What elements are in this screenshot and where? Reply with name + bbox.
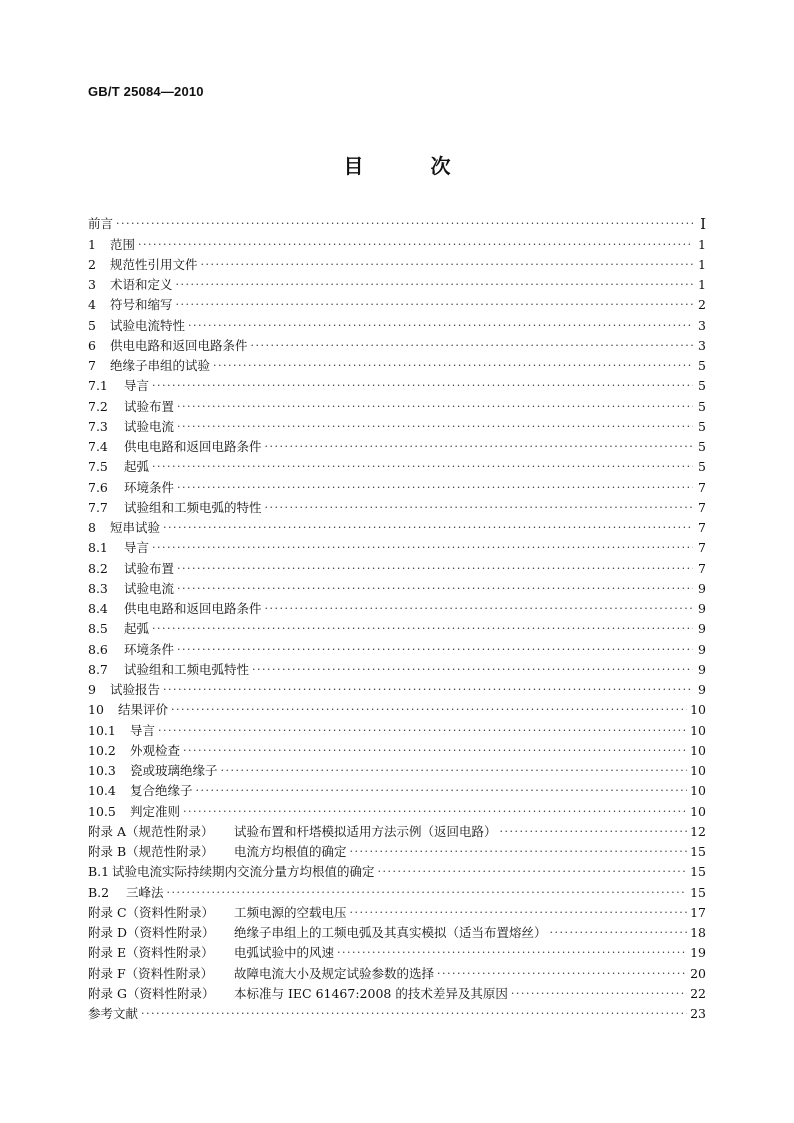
toc-entry-title: 本标准与 IEC 61467:2008 的技术差异及其原因: [234, 985, 508, 1001]
toc-entry-number: 8.1: [88, 540, 108, 556]
toc-entry-title: 起弧: [124, 621, 150, 637]
toc-entry-page: 5: [698, 418, 706, 434]
toc-entry-title: 试验布置和杆塔模拟适用方法示例（返回电路）: [234, 823, 497, 839]
toc-leader-dots: [201, 255, 693, 275]
toc-entry-page: 5: [698, 358, 706, 373]
toc-entry-page: 7: [698, 520, 706, 535]
toc-entry-number: 附录 D（资料性附录）: [88, 925, 215, 940]
toc-entry[interactable]: [88, 599, 706, 619]
toc-leader-dots: [176, 275, 693, 295]
toc-entry-page: 9: [698, 601, 706, 616]
toc-entry-number: 7.3: [88, 418, 108, 434]
toc-leader-dots: [177, 397, 693, 417]
toc-entry[interactable]: [88, 963, 706, 983]
toc-entry-page: 7: [698, 479, 706, 495]
toc-entry-number: 8.7: [88, 661, 108, 677]
toc-entry[interactable]: [88, 356, 706, 376]
toc-leader-dots: [350, 903, 688, 923]
toc-entry-page: 5: [698, 398, 706, 414]
toc-entry-number: 3: [88, 277, 96, 292]
toc-entry-page: 5: [698, 378, 706, 394]
toc-entry-page: 1: [698, 256, 706, 272]
toc-entry[interactable]: [88, 862, 706, 882]
toc-entry-page: 9: [698, 621, 706, 637]
toc-leader-dots: [176, 295, 693, 315]
toc-entry-number: 7.2: [88, 398, 108, 414]
toc-leader-dots: [265, 437, 693, 457]
toc-entry-page: I: [700, 215, 706, 234]
toc-entry-title: 判定准则: [130, 803, 181, 819]
toc-entry-title: 试验组和工频电弧特性: [124, 661, 250, 677]
toc-entry-title: 前言: [88, 216, 114, 232]
toc-entry-page: 23: [690, 1006, 706, 1021]
toc-entry[interactable]: [88, 720, 706, 740]
toc-leader-dots: [158, 721, 687, 741]
toc-leader-dots: [152, 457, 693, 477]
toc-entry-title: 试验电流特性: [110, 317, 186, 333]
toc-entry[interactable]: [88, 984, 706, 1004]
toc-entry-page: 10: [690, 722, 706, 738]
toc-entry-number: 8.2: [88, 560, 108, 576]
toc-entry-page: 9: [698, 661, 706, 677]
toc-leader-dots: [163, 680, 693, 700]
toc-leader-dots: [141, 1004, 687, 1024]
toc-entry-title: 三峰法: [126, 884, 164, 900]
toc-leader-dots: [116, 214, 693, 234]
toc-entry[interactable]: [88, 315, 706, 335]
toc-entry-title: 规范性引用文件: [110, 256, 198, 272]
toc-entry[interactable]: [88, 822, 706, 842]
toc-entry-title: 试验布置: [124, 398, 175, 414]
toc-entry-page: 7: [698, 560, 706, 576]
toc-entry[interactable]: [88, 376, 706, 396]
toc-entry-title: 导言: [130, 722, 156, 738]
toc-entry[interactable]: [88, 234, 706, 254]
toc-entry-page: 10: [690, 783, 706, 799]
toc-entry-title: 试验报告: [110, 682, 161, 697]
toc-entry[interactable]: [88, 761, 706, 781]
toc-entry-number: 10: [88, 702, 104, 718]
toc-entry-title: 结果评价: [118, 702, 169, 718]
toc-entry-title: 外观检查: [130, 742, 181, 758]
toc-entry[interactable]: [88, 498, 706, 518]
table-of-contents: [88, 214, 706, 1024]
toc-entry-page: 3: [698, 337, 706, 353]
toc-entry[interactable]: [88, 275, 706, 295]
toc-entry-page: 10: [690, 803, 706, 819]
toc-entry-number: 10.3: [88, 763, 116, 778]
toc-entry-title: 试验组和工频电弧的特性: [124, 499, 262, 515]
toc-entry[interactable]: [88, 579, 706, 599]
toc-leader-dots: [188, 316, 693, 336]
toc-entry-title: 供电电路和返回电路条件: [124, 439, 262, 454]
toc-entry-number: 5: [88, 317, 96, 333]
toc-entry[interactable]: [88, 680, 706, 700]
toc-entry-title: 复合绝缘子: [130, 783, 193, 799]
toc-entry-page: 10: [690, 763, 706, 778]
toc-leader-dots: [177, 579, 693, 599]
toc-entry-title: 绝缘子串组上的工频电弧及其真实模拟（适当布置熔丝）: [234, 925, 547, 940]
toc-entry[interactable]: [88, 477, 706, 497]
toc-entry-title: 短串试验: [110, 520, 161, 535]
toc-entry-page: 15: [690, 844, 706, 859]
toc-entry-title: 供电电路和返回电路条件: [110, 337, 248, 353]
toc-entry[interactable]: [88, 882, 706, 902]
toc-entry-number: 8.4: [88, 601, 108, 616]
page-title: 目 次: [343, 154, 481, 178]
toc-entry-number: 附录 F（资料性附录）: [88, 965, 214, 981]
toc-entry-page: 1: [698, 236, 706, 252]
toc-entry-page: 3: [698, 317, 706, 333]
toc-leader-dots: [167, 883, 688, 903]
toc-entry-number: B.2: [88, 884, 110, 900]
toc-entry-number: 1: [88, 236, 96, 252]
toc-entry[interactable]: [88, 214, 706, 234]
toc-entry-page: 7: [698, 499, 706, 515]
toc-entry-page: 18: [690, 925, 706, 940]
toc-entry[interactable]: [88, 923, 706, 943]
toc-leader-dots: [252, 660, 693, 680]
toc-leader-dots: [500, 822, 688, 842]
toc-leader-dots: [221, 761, 688, 781]
toc-entry-title: 参考文献: [88, 1006, 139, 1021]
toc-entry-number: 4: [88, 297, 96, 313]
toc-entry-number: 7.6: [88, 479, 108, 495]
toc-entry-title: 起弧: [124, 459, 150, 475]
standard-code: GB/T 25084—2010: [88, 84, 204, 99]
toc-entry-title: 试验布置: [124, 560, 175, 576]
toc-entry[interactable]: [88, 781, 706, 801]
toc-entry[interactable]: [88, 842, 706, 862]
toc-entry-title: 范围: [110, 236, 136, 252]
toc-entry[interactable]: [88, 336, 706, 356]
toc-entry-page: 5: [698, 439, 706, 454]
toc-leader-dots: [152, 538, 693, 558]
toc-entry[interactable]: [88, 558, 706, 578]
toc-entry-title: 电弧试验中的风速: [234, 945, 335, 961]
toc-entry-number: 10.5: [88, 803, 116, 819]
toc-leader-dots: [337, 943, 687, 963]
toc-entry-page: 7: [698, 540, 706, 556]
toc-leader-dots: [511, 984, 687, 1004]
toc-entry-title: 供电电路和返回电路条件: [124, 601, 262, 616]
toc-entry[interactable]: [88, 741, 706, 761]
toc-entry[interactable]: [88, 1004, 706, 1024]
toc-entry[interactable]: [88, 396, 706, 416]
toc-entry-number: 9: [88, 682, 96, 697]
toc-entry-title: 符号和缩写: [110, 297, 173, 313]
toc-entry-number: 7: [88, 358, 96, 373]
toc-entry-page: 19: [690, 945, 706, 961]
toc-entry[interactable]: [88, 619, 706, 639]
toc-leader-dots: [437, 964, 687, 984]
toc-leader-dots: [163, 518, 693, 538]
toc-entry[interactable]: [88, 801, 706, 821]
toc-entry[interactable]: [88, 538, 706, 558]
toc-entry-title: 工频电源的空载电压: [234, 904, 347, 920]
toc-entry[interactable]: [88, 943, 706, 963]
toc-entry-title: 导言: [124, 378, 150, 394]
toc-entry-number: 7.4: [88, 439, 108, 454]
toc-leader-dots: [177, 478, 693, 498]
toc-entry-page: 12: [690, 823, 706, 839]
toc-entry-title: 导言: [124, 540, 150, 556]
toc-leader-dots: [177, 417, 693, 437]
toc-entry-number: 2: [88, 256, 96, 272]
toc-leader-dots: [138, 235, 693, 255]
toc-entry-number: 8.6: [88, 641, 108, 657]
toc-leader-dots: [213, 356, 693, 376]
toc-entry-page: 2: [698, 297, 706, 313]
toc-leader-dots: [171, 700, 687, 720]
toc-leader-dots: [378, 862, 688, 882]
toc-entry[interactable]: [88, 700, 706, 720]
toc-leader-dots: [177, 640, 693, 660]
toc-leader-dots: [265, 498, 693, 518]
toc-entry[interactable]: [88, 660, 706, 680]
toc-entry-page: 5: [698, 459, 706, 475]
toc-entry-number: 10.2: [88, 742, 116, 758]
toc-entry-title: 试验电流实际持续期内交流分量方均根值的确定: [112, 864, 375, 880]
toc-entry-title: 环境条件: [124, 641, 175, 657]
toc-entry-title: 绝缘子串组的试验: [110, 358, 211, 373]
toc-entry-number: 8.5: [88, 621, 108, 637]
toc-entry-number: 附录 C（资料性附录）: [88, 904, 215, 920]
toc-entry[interactable]: [88, 903, 706, 923]
toc-entry-page: 15: [690, 864, 706, 880]
toc-entry[interactable]: [88, 417, 706, 437]
toc-entry-number: 8.3: [88, 580, 108, 596]
toc-entry-number: 附录 B（规范性附录）: [88, 844, 214, 859]
toc-entry-number: 附录 E（资料性附录）: [88, 945, 214, 961]
toc-leader-dots: [152, 376, 693, 396]
toc-entry[interactable]: [88, 437, 706, 457]
toc-entry-number: 7.5: [88, 459, 108, 475]
toc-entry[interactable]: [88, 457, 706, 477]
toc-entry-number: 6: [88, 337, 96, 353]
toc-entry[interactable]: [88, 518, 706, 538]
toc-entry-title: 试验电流: [124, 580, 175, 596]
toc-entry-number: 10.4: [88, 783, 116, 799]
toc-leader-dots: [265, 599, 693, 619]
toc-entry-page: 10: [690, 742, 706, 758]
toc-leader-dots: [350, 842, 688, 862]
toc-entry-number: 附录 A（规范性附录）: [88, 823, 214, 839]
toc-entry-page: 10: [690, 702, 706, 718]
toc-entry-page: 15: [690, 884, 706, 900]
toc-entry-title: 试验电流: [124, 418, 175, 434]
toc-leader-dots: [177, 559, 693, 579]
toc-entry-title: 瓷或玻璃绝缘子: [130, 763, 218, 778]
toc-entry-page: 22: [690, 985, 706, 1001]
toc-entry-number: 8: [88, 520, 96, 535]
toc-entry-number: B.1: [88, 864, 110, 880]
toc-leader-dots: [196, 781, 688, 801]
toc-entry-title: 环境条件: [124, 479, 175, 495]
toc-entry-title: 故障电流大小及规定试验参数的选择: [234, 965, 435, 981]
toc-entry-title: 电流方均根值的确定: [234, 844, 347, 859]
toc-entry-number: 附录 G（资料性附录）: [88, 985, 215, 1001]
toc-entry-number: 7.1: [88, 378, 108, 394]
toc-leader-dots: [183, 741, 687, 761]
toc-entry-page: 17: [690, 904, 706, 920]
toc-leader-dots: [152, 619, 693, 639]
toc-entry-page: 9: [698, 641, 706, 657]
toc-leader-dots: [251, 336, 693, 356]
toc-entry[interactable]: [88, 295, 706, 315]
toc-leader-dots: [183, 802, 687, 822]
toc-entry[interactable]: [88, 255, 706, 275]
toc-entry[interactable]: [88, 639, 706, 659]
toc-leader-dots: [550, 923, 688, 943]
toc-entry-page: 20: [690, 965, 706, 981]
toc-entry-page: 9: [698, 580, 706, 596]
toc-entry-number: 10.1: [88, 722, 116, 738]
toc-entry-page: 9: [698, 682, 706, 697]
toc-entry-title: 术语和定义: [110, 277, 173, 292]
toc-entry-number: 7.7: [88, 499, 108, 515]
toc-entry-page: 1: [698, 277, 706, 292]
